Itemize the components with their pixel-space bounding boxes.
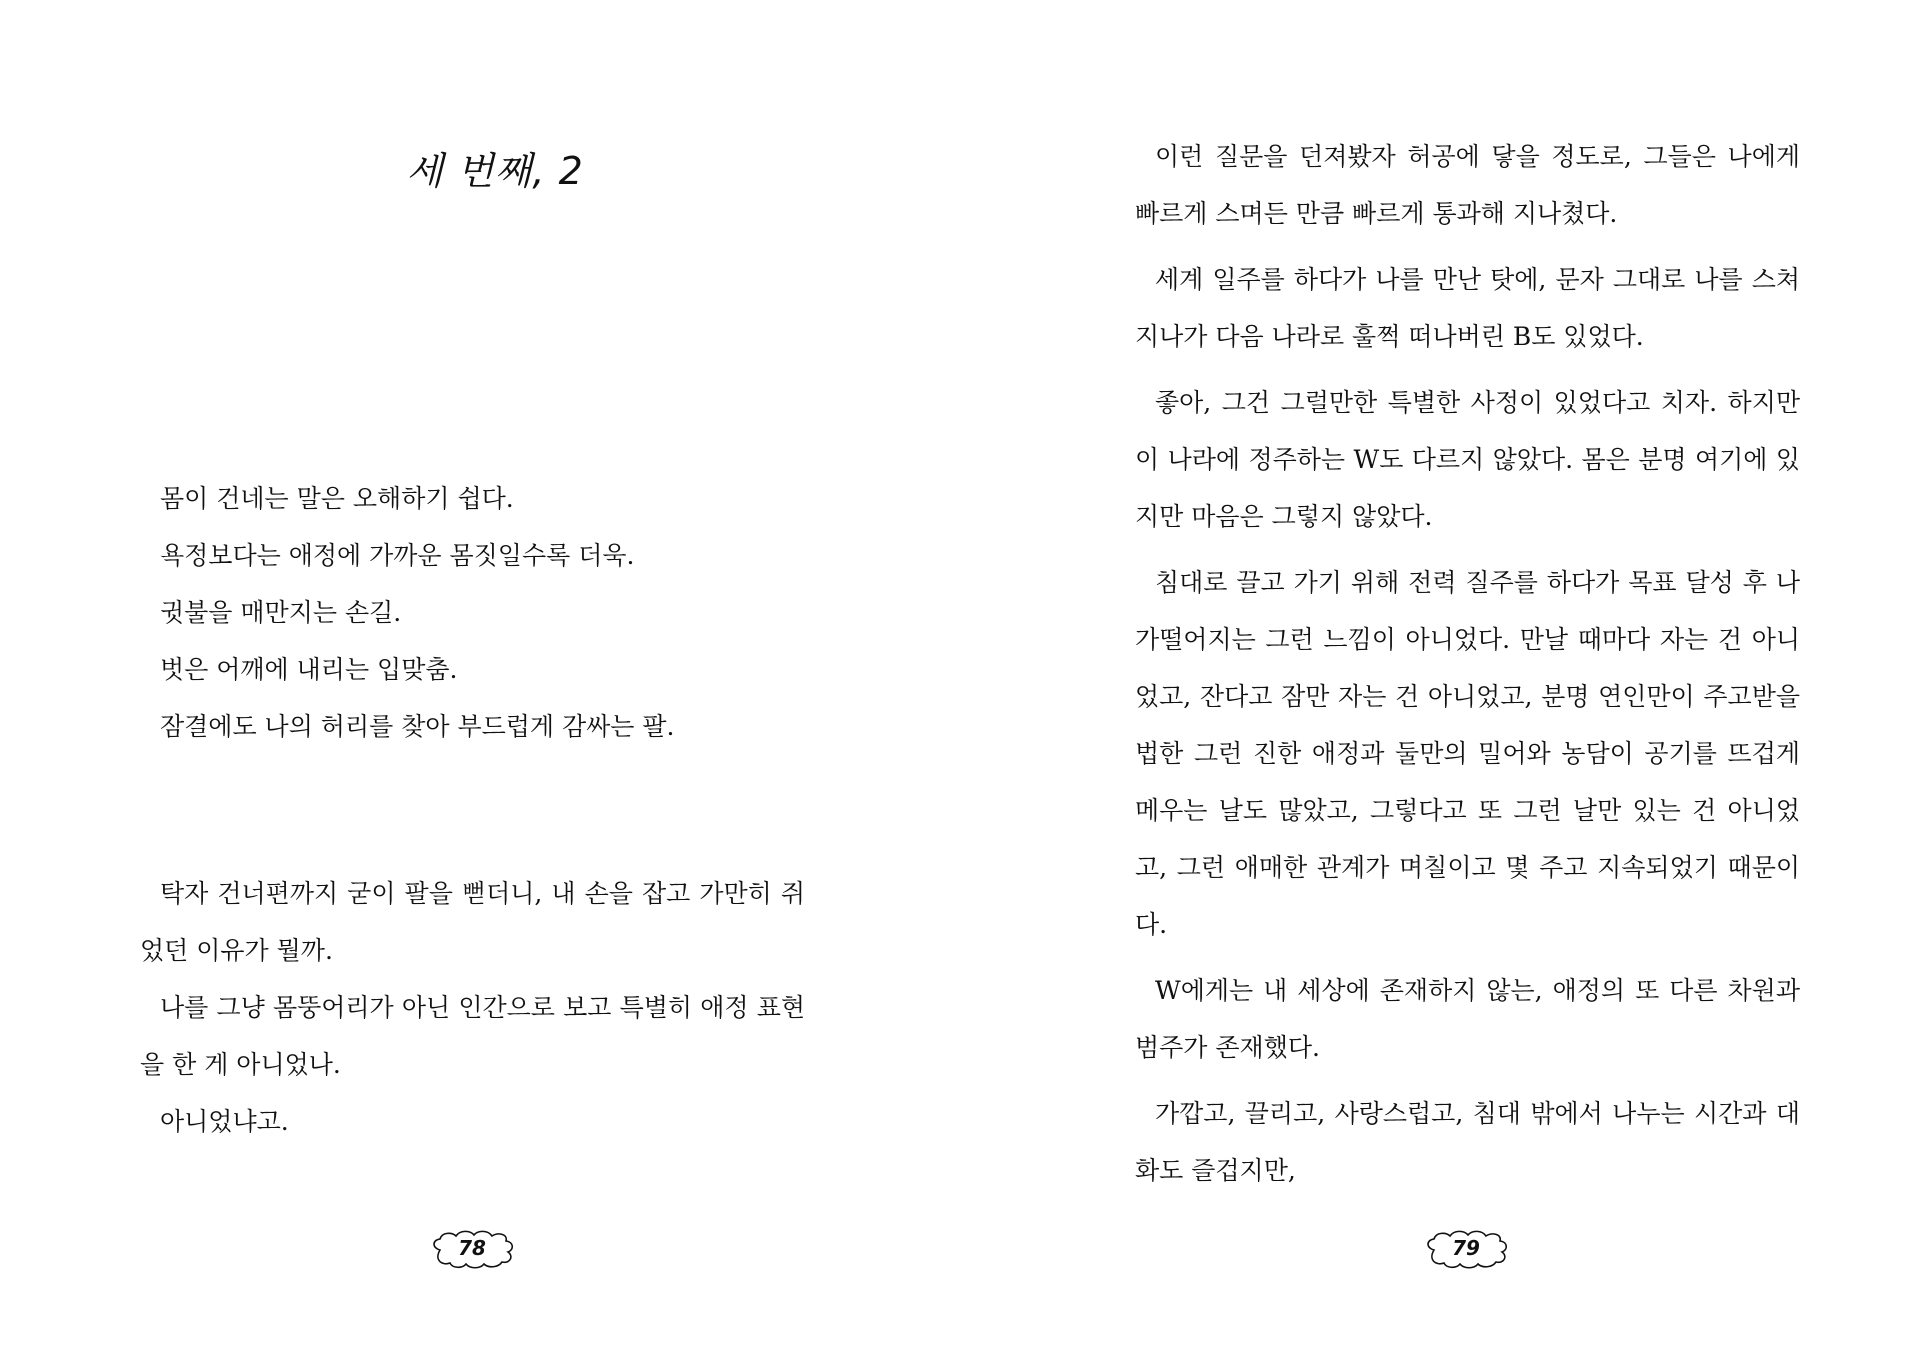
paragraph: 귓불을 매만지는 손길. xyxy=(160,598,402,627)
page-number-left xyxy=(426,1228,518,1272)
paragraph: 욕정보다는 애정에 가까운 몸짓일수록 더욱. xyxy=(160,541,635,570)
right-text xyxy=(1135,128,1800,1208)
paragraph: 세계 일주를 하다가 나를 만난 탓에, 문자 그대로 나를 스쳐 지나가 다음 나라로 훌쩍 떠나버린 B도 있었다. xyxy=(1135,265,1800,351)
paragraph: 탁자 건너편까지 굳이 팔을 뻗더니, 내 손을 잡고 가만히 쥐었던 이유가 뭘까. xyxy=(140,879,805,965)
chapter-title: 세 번째, 2 xyxy=(406,149,584,193)
left-text-bottom xyxy=(140,865,805,1150)
paragraph: W에게는 내 세상에 존재하지 않는, 애정의 또 다른 차원과 범주가 존재했다. xyxy=(1135,976,1800,1062)
page-number-text: 78 xyxy=(458,1236,486,1260)
paragraph: 잠결에도 나의 허리를 찾아 부드럽게 감싸는 팔. xyxy=(160,712,675,741)
paragraph: 벗은 어깨에 내리는 입맞춤. xyxy=(160,655,458,684)
paragraph: 침대로 끌고 가기 위해 전력 질주를 하다가 목표 달성 후 나가떨어지는 그런 느낌이 아니었다. 만날 때마다 자는 건 아니었고, 잔다고 잠만 자는 건 아니었고, 분명 연인만이 주고받을 법한 그런 진한 애정과 둘만의 밀어와 농담이 공기를 뜨겁게 메우는 날도 많았고, 그렇다고 또 그런 날만 있는 건 아니었고, 그런 애매한 관계가 며칠이고 몇 주고 지속되었기 때문이다. xyxy=(1135,568,1800,939)
paragraph: 가깝고, 끌리고, 사랑스럽고, 침대 밖에서 나누는 시간과 대화도 즐겁지만, xyxy=(1135,1099,1800,1185)
paragraph: 몸이 건네는 말은 오해하기 쉽다. xyxy=(160,484,514,513)
page-number-right xyxy=(1420,1228,1512,1272)
page-number-text: 79 xyxy=(1452,1236,1480,1260)
paragraph: 아니었냐고. xyxy=(160,1107,289,1136)
paragraph: 나를 그냥 몸뚱어리가 아닌 인간으로 보고 특별히 애정 표현을 한 게 아니었나. xyxy=(140,993,805,1079)
paragraph: 이런 질문을 던져봤자 허공에 닿을 정도로, 그들은 나에게 빠르게 스며든 만큼 빠르게 통과해 지나쳤다. xyxy=(1135,142,1800,228)
left-text-top xyxy=(140,470,805,755)
paragraph: 좋아, 그건 그럴만한 특별한 사정이 있었다고 치자. 하지만 이 나라에 정주하는 W도 다르지 않았다. 몸은 분명 여기에 있지만 마음은 그렇지 않았다. xyxy=(1135,388,1800,531)
right-page xyxy=(960,0,1920,1353)
